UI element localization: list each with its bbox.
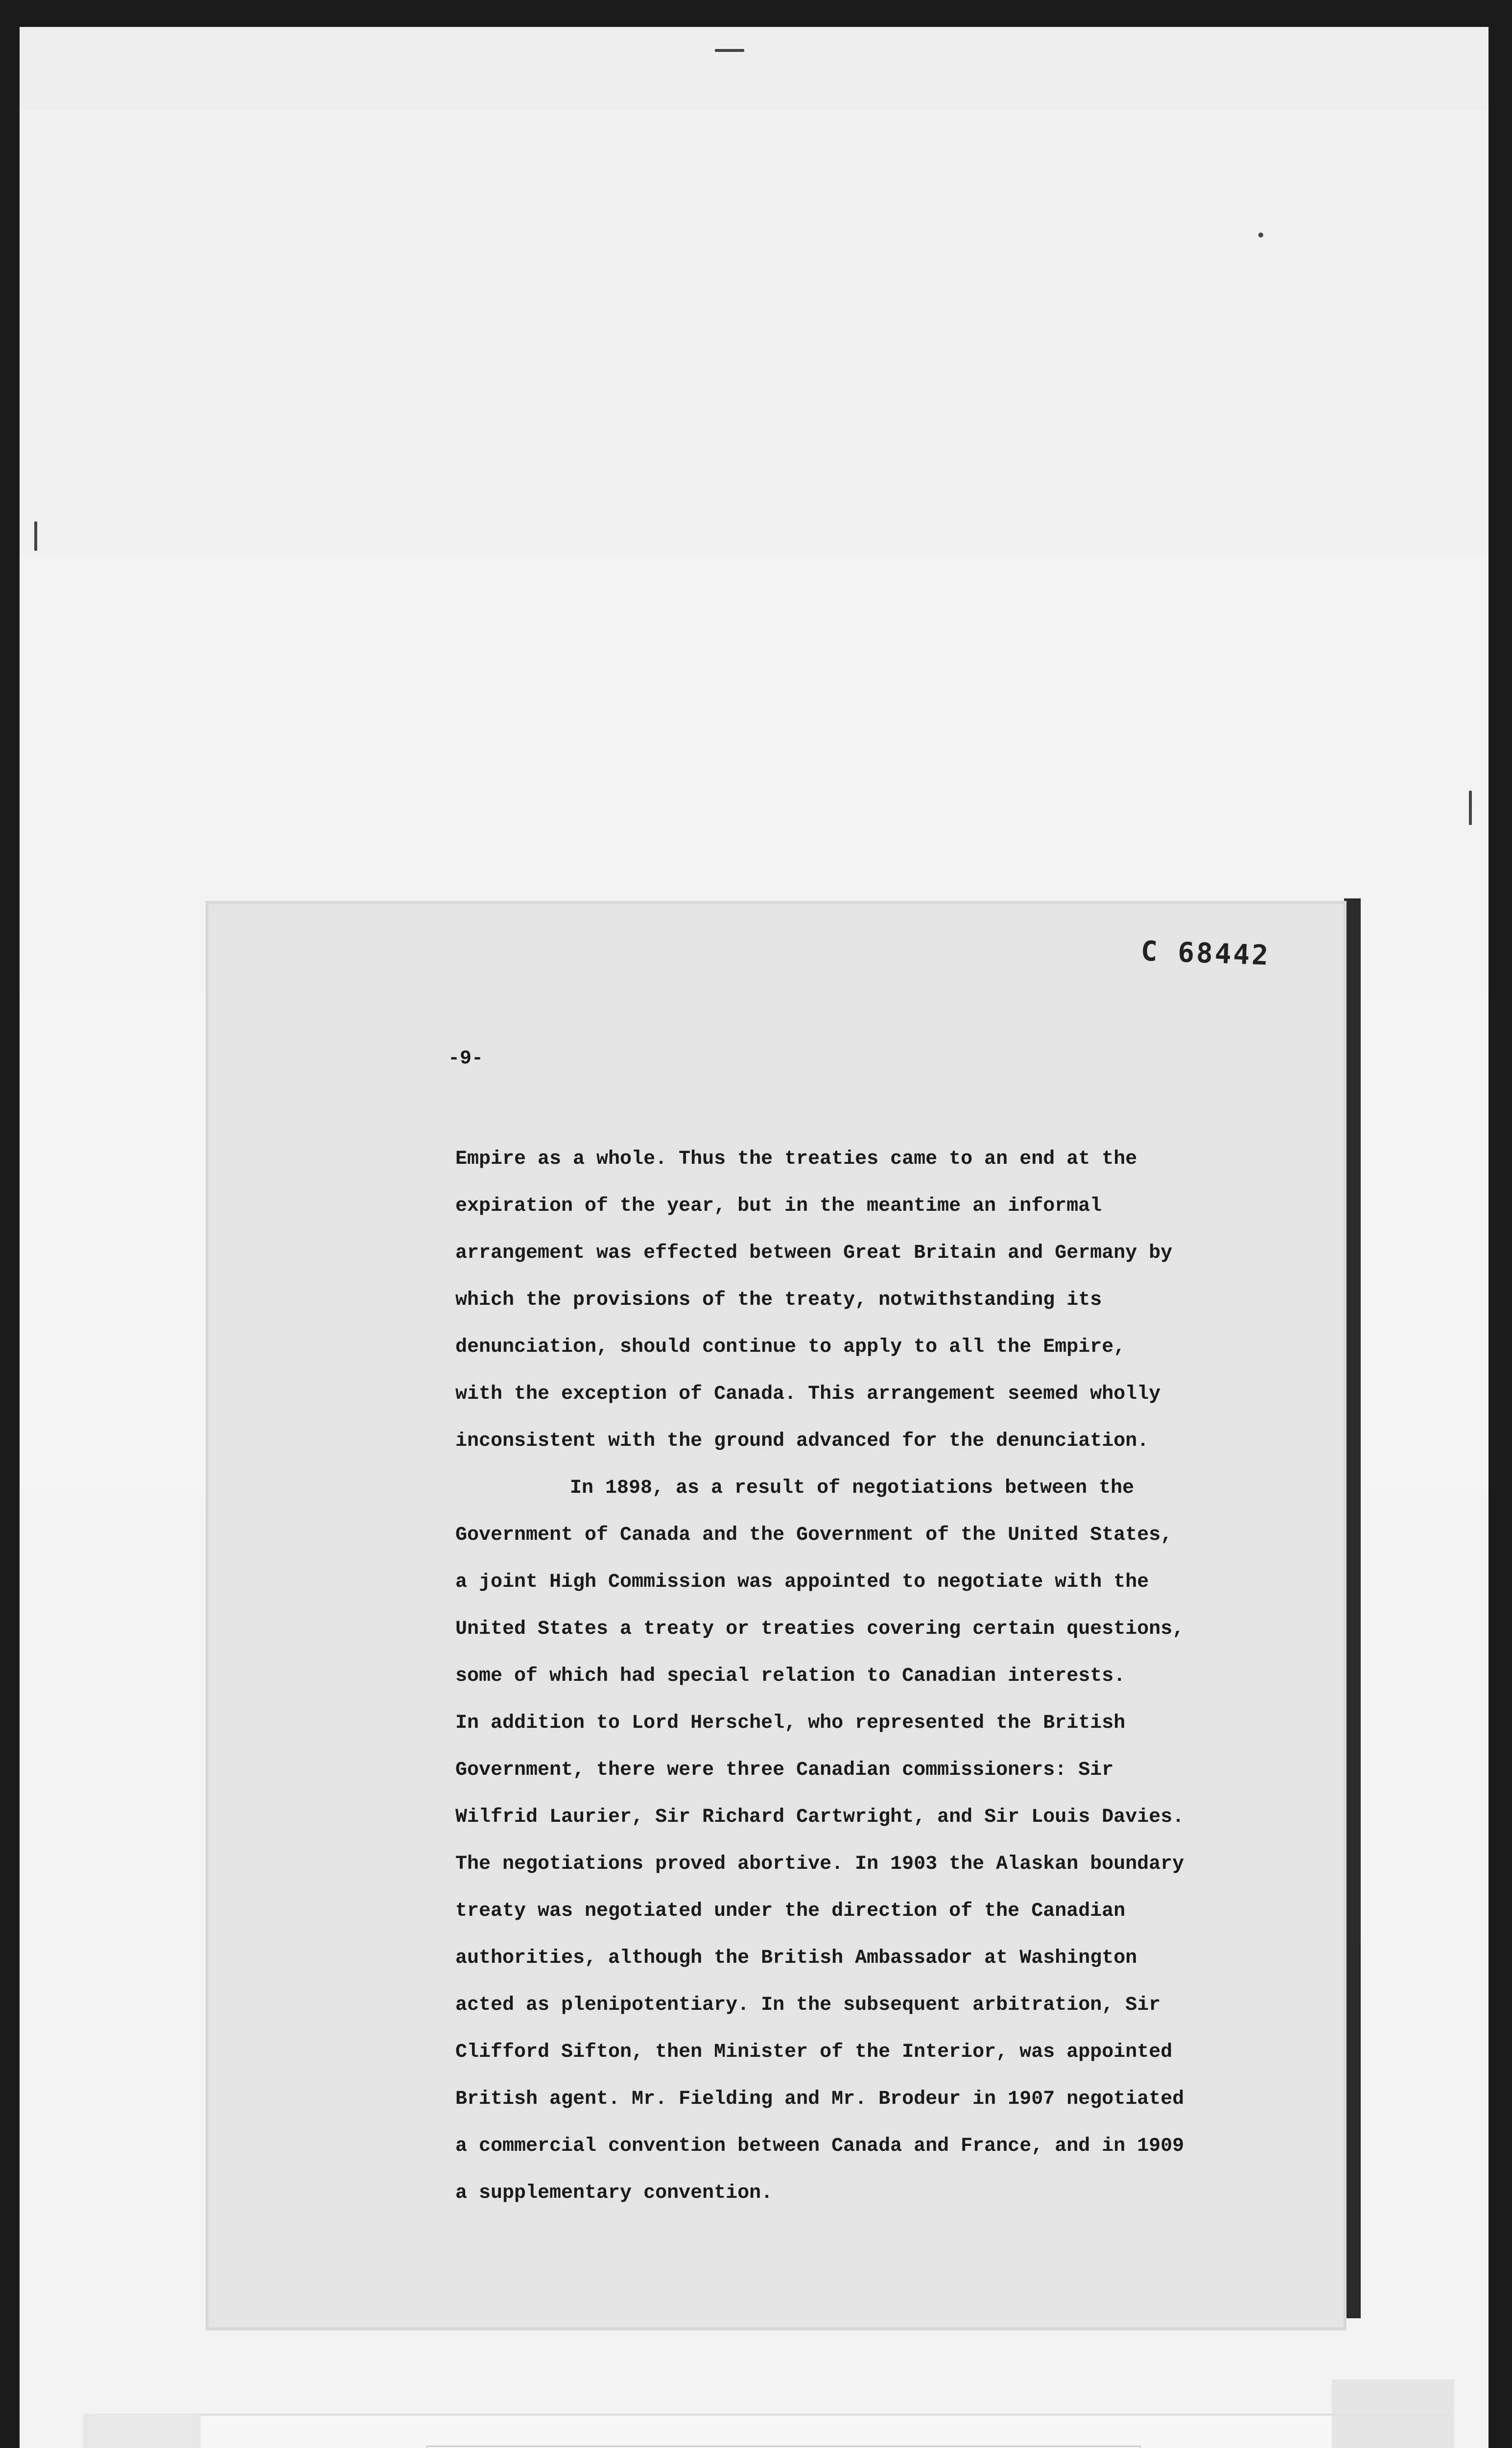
film-speck: [1258, 233, 1263, 237]
mounting-tape-right: [1332, 2379, 1454, 2448]
page-number: -9-: [448, 1048, 484, 1070]
archive-reference-number: C 68442: [1140, 935, 1271, 972]
paragraph-2: In 1898, as a result of negotiations between the Government of Canada and the Government of the United States, a joint High Commission was appointed to negotiate with the United States a treaty or treaties covering certain questions, some of which had special relation to Canadian interests. In addition to Lord Herschel, who represented the British Government, there were three Canadian commissioners: Sir Wilfrid Laurier, Sir Richard Cartwright, and Sir Louis Davies. The negotiations proved abortive. In 1903 the Alaskan boundary treaty was negotiated under the direction of the Canadian authorities, although the British Ambassador at Washington acted as plenipotentiary. In the subsequent arbitration, Sir Clifford Sifton, then Minister of the Interior, was appointed British agent. Mr. Fielding and Mr. Brodeur in 1907 negotiated a commercial convention between Canada and France, and in 1909 a supplementary convention.: [455, 1477, 1184, 2204]
archive-stamp-band: [98, 2414, 1449, 2448]
mounting-tape-left: [83, 2414, 201, 2448]
page-edge-shadow: [1344, 898, 1361, 2318]
document-body: [455, 1136, 1288, 2217]
film-scratch: [715, 49, 744, 52]
paragraph-1: Empire as a whole. Thus the treaties came to an end at the expiration of the year, but in the meantime an informal arrangement was effected between Great Britain and Germany by which the provisions of the treaty, notwithstanding its denunciation, should continue to apply to all the Empire, with the exception of Canada. This arrangement seemed wholly inconsistent with the ground advanced for the denunciation.: [455, 1148, 1173, 1452]
collection-label: [426, 2446, 1141, 2448]
film-scratch: [34, 521, 37, 551]
film-scratch: [1469, 791, 1472, 825]
